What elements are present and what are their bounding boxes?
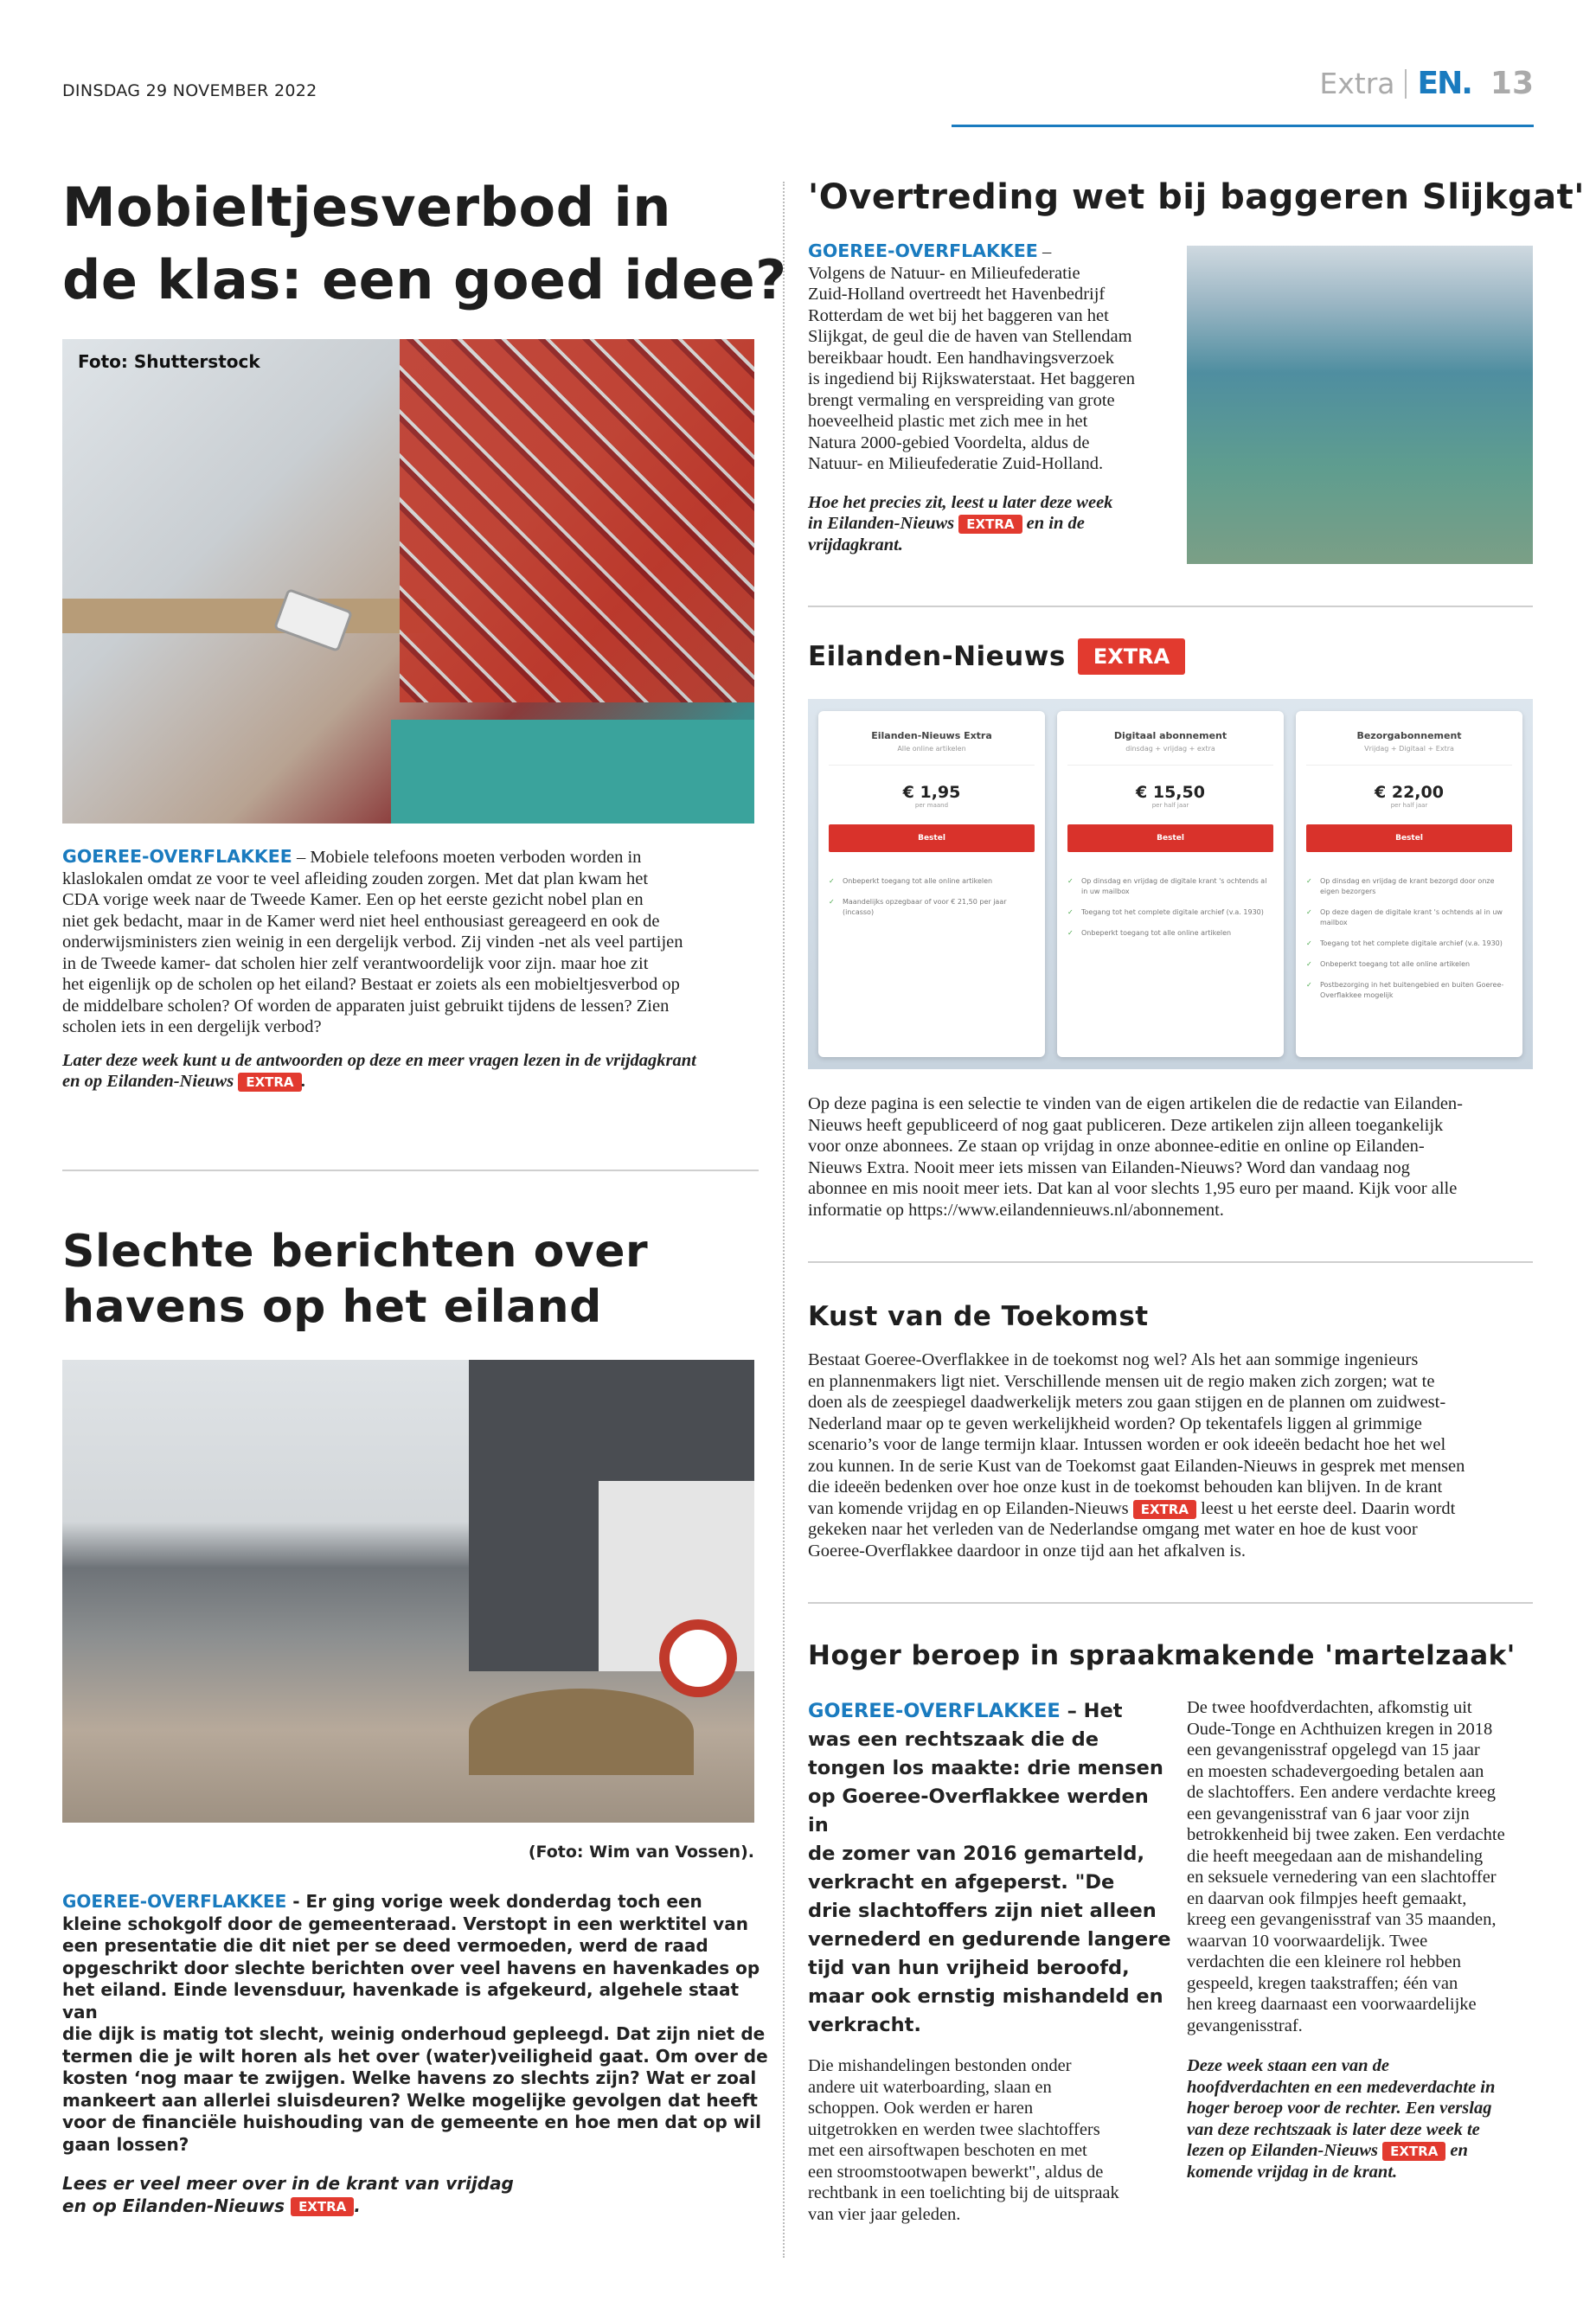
header-separator (1405, 69, 1407, 99)
extra-badge[interactable]: EXTRA (238, 1073, 301, 1092)
body-line: drie slachtoffers zijn niet alleen (808, 1900, 1157, 1922)
body-line: van vier jaar geleden. (808, 2204, 961, 2224)
article5-col2 (1187, 1697, 1542, 2182)
column-divider (783, 182, 785, 2258)
body-line: in de Tweede kamer- dat scholen hier zelf verantwoordelijk voor zijn. maar hoe zit (62, 953, 649, 973)
body-line: hoger beroep voor de rechter. Een verslag (1187, 2099, 1492, 2118)
plan-period: per half jaar (1151, 802, 1189, 809)
eilanden-nieuws-link[interactable]: en op Eilanden-Nieuws (62, 2195, 285, 2216)
article1-body: GOEREE-OVERFLAKKEE – Mobiele telefoons moeten verboden worden in klaslokalen omdat ze voor te veel afleiding zouden zorgen. Met dat plan kwam het CDA vorige week naar de Tweede Kamer. Een op het eerste gezicht nobel plan en niet gek bedacht, maar in de Kamer werd niet heel enthousiast gereageerd en ook de onderwijsministers zien weinig in een dergelijk verbod. Zij vinden -net als veel partijen in de Tweede kamer- dat scholen hier zelf verantwoordelijk voor zijn. maar hoe zit het eigenlijk op de scholen op het eiland? Bestaat er zoiets als een mobieltjesverbod op de middelbare scholen? Of worden de apparaten juist gebruikt tijdens de lessen? Zien scholen iets in een dergelijk verbod? Later deze week kunt u de antwoorden op deze en meer vragen lezen in de vrijdagkrant en op Eilanden-Nieuws EXTRA . (62, 846, 772, 1093)
phone-icon (273, 588, 353, 652)
plan-subtitle: Alle online artikelen (897, 745, 966, 753)
section-divider (808, 606, 1533, 607)
body-line: verkracht. (808, 2014, 921, 2036)
subscription-link[interactable]: informatie op https://www.eilandennieuws.nl/abonnement. (808, 1200, 1224, 1220)
body-line: scenario’s voor de lange termijn klaar. Intussen worden er ook ideeën bedacht hoe het wel (808, 1435, 1446, 1454)
article2-headline (62, 1224, 648, 1335)
body-line: tongen los maakte: drie mensen (808, 1757, 1163, 1779)
article4-body (808, 1349, 1535, 1561)
legs-shape (391, 720, 754, 824)
desk-shape (62, 599, 426, 633)
body-line: kreeg een gevangenisstraf van 35 maanden, (1187, 1910, 1497, 1929)
body-line: rechtbank in een toelichting bij de uitspraak (808, 2183, 1119, 2202)
plan-subtitle: Vrijdag + Digitaal + Extra (1364, 745, 1454, 753)
body-line: was een rechtszaak die de (808, 1728, 1099, 1751)
extra-badge[interactable]: EXTRA (1133, 1500, 1196, 1519)
article5-outro: Deze week staan een van de (1187, 2056, 1389, 2075)
photo-credit: (Foto: Wim van Vossen). (528, 1843, 754, 1862)
subscription-title: Eilanden-Nieuws (808, 641, 1066, 672)
body-line: Slijkgat, de geul die de haven van Stellendam (808, 327, 1132, 346)
section-label: Extra (1319, 67, 1395, 100)
body-line: Natuur- en Milieufederatie Zuid-Holland. (808, 454, 1104, 473)
body-line: verkracht en afgeperst. "De (808, 1871, 1115, 1894)
body-line: die ideeën bedenken over hoe onze kust in de toekomst behouden kan blijven. In de krant (808, 1477, 1443, 1497)
plan-subtitle: dinsdag + vrijdag + extra (1125, 745, 1215, 753)
order-button[interactable]: Bestel (1306, 824, 1512, 852)
body-text: en (1450, 2141, 1468, 2160)
body-line: Bestaat Goeree-Overflakkee in de toekomst nog wel? Als het aan sommige ingenieurs (808, 1350, 1419, 1369)
body-line: zou kunnen. In de serie Kust van de Toekomst gaat Eilanden-Nieuws in gesprek met mensen (808, 1456, 1465, 1476)
plan-price: € 15,50 (1136, 783, 1205, 802)
body-line: verdachten die een kleinere rol hebben (1187, 1952, 1462, 1971)
feature-item: ✓ Onbeperkt toegang tot alle online artikelen (1306, 959, 1512, 970)
article3-outro: Hoe het precies zit, leest u later deze week (808, 492, 1113, 512)
body-line: bereikbaar houdt. Een handhavingsverzoek (808, 348, 1115, 368)
body-line: Nieuws Extra. Nooit meer iets missen van Eilanden-Nieuws? Word dan vandaag nog (808, 1157, 1410, 1177)
body-line: Nederland maar op te geven werkelijkheid worden? Op tekentafels liggen al grimmige (808, 1413, 1422, 1433)
plan-card-extra (818, 711, 1045, 1057)
body-text: en in de (1026, 514, 1085, 533)
section-divider (808, 1602, 1533, 1604)
body-line: Die mishandelingen bestonden onder (808, 2056, 1072, 2075)
body-line: – Het (1060, 1700, 1123, 1722)
plan-card-digital (1057, 711, 1284, 1057)
body-line: Natura 2000-gebied Voordelta, aldus de (808, 433, 1090, 452)
body-line: vernederd en gedurende langere (808, 1928, 1171, 1951)
plan-card-delivery (1296, 711, 1522, 1057)
body-line: de slachtoffers. Een andere verdachte kreeg (1187, 1783, 1497, 1802)
body-line: - Er ging vorige week donderdag toch een (286, 1891, 702, 1912)
body-line: een stroomstootwapen bewerkt", aldus de (808, 2162, 1104, 2182)
dateline: GOEREE-OVERFLAKKEE (62, 846, 292, 867)
body-line: met een airsoftwapen beschoten en met (808, 2141, 1087, 2160)
order-button[interactable]: Bestel (829, 824, 1035, 852)
pricing-panel (808, 699, 1533, 1069)
body-line: en seksuele vernedering van een slachtoffer (1187, 1868, 1497, 1887)
body-line: Rotterdam de wet bij het baggeren van het (808, 305, 1109, 325)
headline-line: Mobieltjesverbod in (62, 176, 671, 239)
photo-credit: Foto: Shutterstock (78, 351, 260, 372)
feature-item: ✓ Onbeperkt toegang tot alle online artikelen (1067, 928, 1273, 939)
order-button[interactable]: Bestel (1067, 824, 1273, 852)
body-line: een gevangenisstraf opgelegd van 15 jaar (1187, 1740, 1480, 1759)
body-line: een gevangenisstraf van 6 jaar voor zijn (1187, 1804, 1470, 1823)
dateline: GOEREE-OVERFLAKKEE (808, 1700, 1061, 1722)
body-line: en daarvan ook filmpjes heeft gemaakt, (1187, 1888, 1467, 1908)
extra-badge[interactable]: EXTRA (958, 515, 1022, 534)
body-line: betrokkenheid bij twee zaken. Een verdachte (1187, 1825, 1505, 1844)
body-line: De twee hoofdverdachten, afkomstig uit (1187, 1698, 1472, 1717)
body-line: – (1037, 242, 1052, 261)
plan-name: Digitaal abonnement (1113, 730, 1227, 741)
body-line: scholen iets in een dergelijk verbod? (62, 1017, 322, 1036)
body-line: CDA vorige week naar de Tweede Kamer. Een op het eerste gezicht nobel plan en (62, 890, 644, 909)
body-line: waarvan 10 voorwaardelijk. Twee (1187, 1931, 1428, 1951)
plan-price: € 1,95 (902, 783, 961, 802)
subscription-heading (808, 638, 1185, 675)
body-line: brengt vermaling en verspreiding van grote (808, 390, 1115, 410)
issue-date: DINSDAG 29 NOVEMBER 2022 (62, 81, 317, 100)
body-line: hoeveelheid plastic met zich mee in het (808, 412, 1088, 431)
no-entry-sign-icon (659, 1619, 737, 1697)
body-line: gekeken naar het verleden van de Nederlandse omgang met water en hoe de kust voor (808, 1520, 1418, 1539)
plan-name: Eilanden-Nieuws Extra (871, 730, 992, 741)
body-text: leest u het eerste deel. Daarin wordt (1201, 1498, 1456, 1518)
headline-line: de klas: een goed idee? (62, 248, 787, 311)
sand-pile-shape (469, 1689, 694, 1775)
plan-period: per maand (914, 802, 949, 809)
body-line: vrijdagkrant. (808, 535, 903, 554)
body-line: gaan lossen? (62, 2133, 189, 2155)
body-line: mankeert aan allerlei sluisdeuren? Welke mogelijke gevolgen dat heeft (62, 2089, 758, 2111)
feature-item: ✓ Op dinsdag en vrijdag de digitale krant 's ochtends al in uw mailbox (1067, 876, 1273, 897)
dateline: GOEREE-OVERFLAKKEE (808, 240, 1038, 261)
extra-badge[interactable]: EXTRA (1382, 2142, 1445, 2161)
eilanden-nieuws-link[interactable]: lezen op Eilanden-Nieuws (1187, 2141, 1378, 2160)
body-line: het eigenlijk op de scholen op het eiland? Bestaat er zoiets als een mobieltjesverbod op (62, 975, 680, 994)
extra-badge[interactable]: EXTRA (291, 2197, 354, 2216)
page-number: 13 (1490, 66, 1534, 101)
harbour-quay-photo (62, 1360, 754, 1823)
body-line: hoofdverdachten en een medeverdachte in (1187, 2077, 1496, 2097)
header-rule (952, 125, 1534, 127)
body-line: klaslokalen omdat ze voor te veel afleiding zouden zorgen. Met dat plan kwam het (62, 868, 649, 888)
article4-headline: Kust van de Toekomst (808, 1301, 1149, 1332)
body-line: de zomer van 2016 gemarteld, (808, 1843, 1145, 1865)
body-line: een presentatie die dit niet per se deed vermoeden, werd de raad (62, 1935, 708, 1956)
feature-item: ✓ Onbeperkt toegang tot alle online artikelen (829, 876, 1035, 887)
headline-line: havens op het eiland (62, 1281, 602, 1333)
body-line: Zuid-Holland overtreedt het Havenbedrijf (808, 285, 1106, 304)
feature-item: ✓ Postbezorging in het buitengebied en buiten Goeree-Overflakkee mogelijk (1306, 980, 1512, 1001)
section-divider (62, 1170, 759, 1171)
feature-item: ✓ Toegang tot het complete digitale archief (v.a. 1930) (1067, 907, 1273, 918)
body-line: Goeree-Overflakkee daardoor in onze tijd aan het afkalven is. (808, 1541, 1246, 1561)
body-line: gevangenisstraf. (1187, 2016, 1303, 2035)
en-logo: EN. (1417, 66, 1471, 101)
article3-headline: 'Overtreding wet bij baggeren Slijkgat' (808, 177, 1585, 217)
article5-headline: Hoger beroep in spraakmakende 'martelzaak' (808, 1640, 1516, 1671)
body-line: is ingediend bij Rijkswaterstaat. Het baggeren (808, 369, 1136, 388)
body-line: komende vrijdag in de krant. (1187, 2162, 1398, 2182)
body-line: Volgens de Natuur- en Milieufederatie (808, 263, 1080, 283)
body-line: Oude-Tonge en Achthuizen kregen in 2018 (1187, 1719, 1493, 1739)
article5-col1 (808, 2055, 1171, 2225)
body-line: kosten ‘nog maar te zwijgen. Welke havens zo slechts zijn? Wat er zoal (62, 2067, 757, 2088)
article1-headline (62, 171, 787, 317)
classroom-phone-photo (62, 339, 754, 824)
body-line: kleine schokgolf door de gemeenteraad. Verstopt in een werktitel van (62, 1913, 748, 1934)
body-line: hen kreeg daarnaast een voorwaardelijke (1187, 1995, 1477, 2014)
article1-outro: Later deze week kunt u de antwoorden op deze en meer vragen lezen in de vrijdagkrant (62, 1050, 696, 1070)
body-line: gespeeld, kregen taakstraffen; één van (1187, 1973, 1458, 1993)
slijkgat-aerial-photo (1187, 246, 1533, 564)
body-line: die dijk is matig tot slecht, weinig onderhoud gepleegd. Dat zijn niet de (62, 2023, 766, 2044)
feature-item: ✓ Toegang tot het complete digitale archief (v.a. 1930) (1306, 939, 1512, 949)
feature-item: ✓ Maandelijks opzegbaar of voor € 21,50 per jaar (incasso) (829, 897, 1035, 918)
plaid-shirt-shape (400, 339, 754, 702)
body-line: niet gek bedacht, maar in de Kamer werd niet heel enthousiast gereageerd en ook de (62, 911, 660, 931)
body-line: Nieuws heeft gepubliceerd of nog gaat publiceren. Deze artikelen zijn alleen toegankelijk (808, 1115, 1444, 1135)
body-line: de middelbare scholen? Of worden de apparaten juist gebruikt tijdens de lessen? Zien (62, 996, 670, 1016)
body-line: voor de financiële huishouding van de gemeente en hoe men dat op wil (62, 2112, 761, 2132)
body-line: termen die je wilt horen als het over (water)veiligheid gaat. Om over de (62, 2045, 768, 2067)
headline-line: Slechte berichten over (62, 1226, 649, 1278)
body-line: en plannenmakers ligt niet. Verschillende mensen uit de regio maken zich zorgen; wat te (808, 1371, 1435, 1391)
body-line: op Goeree-Overflakkee werden in (808, 1785, 1149, 1836)
body-line: abonnee en mis nooit meer iets. Dat kan al voor slechts 1,95 euro per maand. Kijk voor alle (808, 1179, 1458, 1198)
body-line: andere uit waterboarding, slaan en (808, 2077, 1052, 2097)
eilanden-nieuws-link[interactable]: en op Eilanden-Nieuws (62, 1072, 234, 1091)
extra-badge[interactable]: EXTRA (1078, 638, 1185, 675)
body-line: en moesten schadevergoeding betalen aan (1187, 1761, 1484, 1781)
body-line: van deze rechtszaak is later deze week te (1187, 2119, 1480, 2139)
body-line: opgeschrikt door slechte berichten over veel havens en havenkades op (62, 1957, 760, 1978)
body-line: maar ook ernstig mishandeld en (808, 1985, 1163, 2008)
body-line: Op deze pagina is een selectie te vinden van de eigen artikelen die de redactie van Eilanden- (808, 1094, 1464, 1113)
plan-name: Bezorgabonnement (1356, 730, 1462, 741)
body-line: voor onze abonnees. Ze staan op vrijdag in onze abonnee-editie en online op Eilanden- (808, 1137, 1425, 1156)
page-header-right (1319, 66, 1534, 101)
body-line: tijd van hun vrijheid beroofd, (808, 1957, 1130, 1979)
body-line: – Mobiele telefoons moeten verboden worden in (292, 848, 642, 867)
section-divider (808, 1261, 1533, 1263)
plan-period: per half jaar (1390, 802, 1428, 809)
body-line: uitgetrokken en werden twee slachtoffers (808, 2119, 1100, 2139)
feature-item: ✓ Op dinsdag en vrijdag de krant bezorgd door onze eigen bezorgers (1306, 876, 1512, 897)
body-line: onderwijsministers zien weinig in een dergelijk verbod. Zij vinden -net als veel partijen (62, 933, 683, 952)
plan-price: € 22,00 (1375, 783, 1444, 802)
article2-outro: Lees er veel meer over in de krant van vrijdag (62, 2173, 514, 2194)
body-line: het eiland. Einde levensduur, havenkade is afgekeurd, algehele staat van (62, 1979, 740, 2022)
body-line: doen als de zeespiegel daadwerkelijk meters zou gaan stijgen en de plannen om zuidwest- (808, 1393, 1446, 1412)
article3-body (808, 240, 1171, 555)
eilanden-nieuws-link[interactable]: in Eilanden-Nieuws (808, 514, 955, 533)
body-line: die heeft meegedaan aan de mishandeling (1187, 1846, 1484, 1866)
body-line: schoppen. Ook werden er haren (808, 2099, 1034, 2118)
article5-lead (808, 1697, 1171, 2040)
subscription-body (808, 1093, 1535, 1221)
feature-item: ✓ Op deze dagen de digitale krant 's ochtends al in uw mailbox (1306, 907, 1512, 928)
eilanden-nieuws-link[interactable]: van komende vrijdag en op Eilanden-Nieuws (808, 1498, 1129, 1518)
article2-body: GOEREE-OVERFLAKKEE - Er ging vorige week donderdag toch een kleine schokgolf door de gemeenteraad. Verstopt in een werktitel van een presentatie die dit niet per se deed vermoeden, werd de raad opgeschrikt door slechte berichten over veel havens en havenkades op het eiland. Einde levensduur, havenkade is afgekeurd, algehele staat van die dijk is matig tot slecht, weinig onderhoud gepleegd. Dat zijn niet de termen die je wilt horen als het over (water)veiligheid gaat. Om over de kosten ‘nog maar te zwijgen. Welke havens zo slechts zijn? Wat er zoal mankeert aan allerlei sluisdeuren? Welke mogelijke gevolgen dat heeft voor de financiële huishouding van de gemeente en hoe men dat op wil gaan lossen? Lees er veel meer over in de krant van vrijdag en op Eilanden-Nieuws EXTRA . (62, 1891, 772, 2217)
dateline: GOEREE-OVERFLAKKEE (62, 1891, 287, 1912)
